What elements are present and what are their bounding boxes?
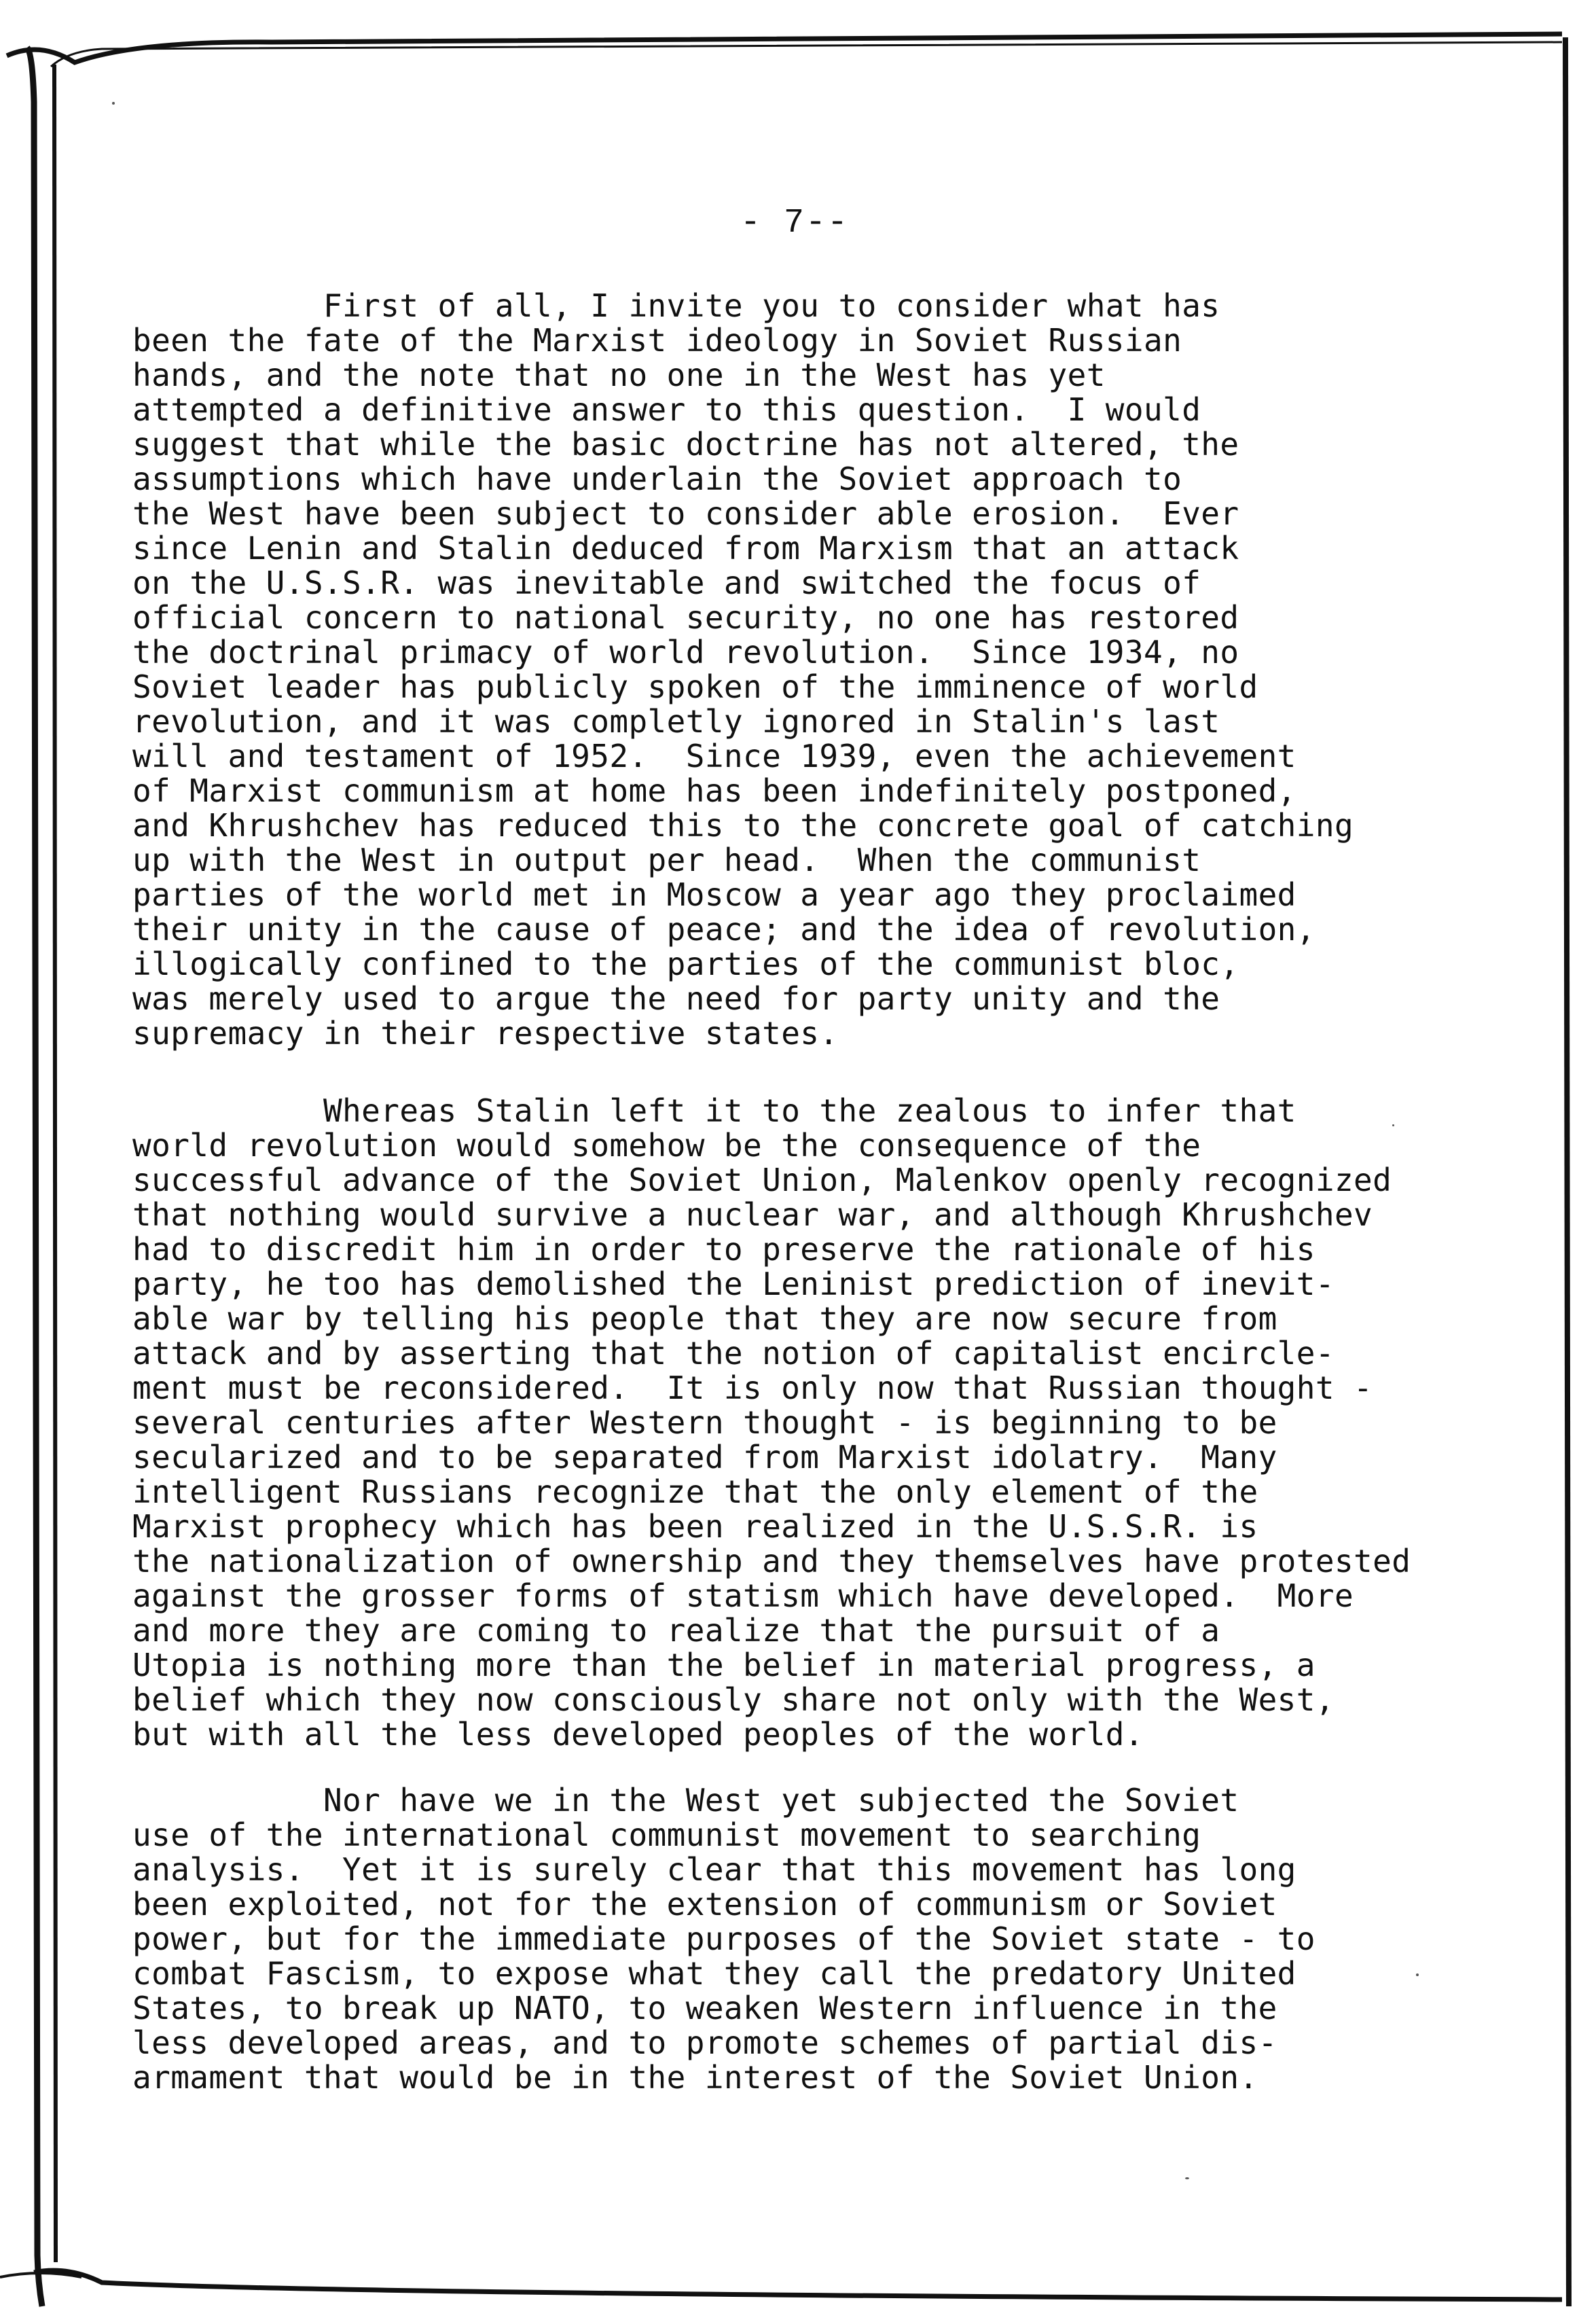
text-line: combat Fascism, to expose what they call the predatory United xyxy=(132,1955,1296,1992)
text-line: attack and by asserting that the notion of capitalist encircle- xyxy=(132,1335,1335,1372)
text-line: Soviet leader has publicly spoken of the imminence of world xyxy=(132,668,1258,705)
page-number: - 7-- xyxy=(740,204,850,243)
text-line: analysis. Yet it is surely clear that this movement has long xyxy=(132,1851,1296,1888)
text-line: attempted a definitive answer to this question. I would xyxy=(132,391,1201,428)
text-line: revolution, and it was completly ignored in Stalin's last xyxy=(132,703,1220,740)
text-line: Utopia is nothing more than the belief in material progress, a xyxy=(132,1647,1315,1683)
text-line: was merely used to argue the need for party unity and the xyxy=(132,980,1220,1017)
text-line: belief which they now consciously share not only with the West, xyxy=(132,1681,1335,1718)
text-line: had to discredit him in order to preserve the rationale of his xyxy=(132,1231,1315,1268)
paragraph-2 xyxy=(132,1094,1411,1752)
text-line: States, to break up NATO, to weaken Western influence in the xyxy=(132,1990,1277,2026)
scan-speck xyxy=(1416,1973,1419,1976)
text-line: on the U.S.S.R. was inevitable and switched the focus of xyxy=(132,565,1201,601)
text-line: and more they are coming to realize that the pursuit of a xyxy=(132,1612,1220,1649)
text-line: intelligent Russians recognize that the only element of the xyxy=(132,1473,1258,1510)
text-line: Marxist prophecy which has been realized in the U.S.S.R. is xyxy=(132,1508,1258,1545)
text-line: secularized and to be separated from Marxist idolatry. Many xyxy=(132,1439,1277,1476)
text-line: official concern to national security, no one has restored xyxy=(132,599,1239,636)
text-line: their unity in the cause of peace; and the idea of revolution, xyxy=(132,911,1315,948)
text-line: less developed areas, and to promote schemes of partial dis- xyxy=(132,2024,1277,2061)
scan-speck xyxy=(112,102,115,105)
text-line: ment must be reconsidered. It is only now that Russian thought - xyxy=(132,1370,1373,1406)
text-line: successful advance of the Soviet Union, Malenkov openly recognized xyxy=(132,1162,1392,1198)
scan-speck xyxy=(1392,1124,1394,1126)
text-line: several centuries after Western thought - is beginning to be xyxy=(132,1404,1277,1441)
text-line: Whereas Stalin left it to the zealous to infer that xyxy=(132,1092,1296,1129)
text-line: armament that would be in the interest of the Soviet Union. xyxy=(132,2059,1258,2096)
text-line: suggest that while the basic doctrine has not altered, the xyxy=(132,426,1239,463)
text-line: been exploited, not for the extension of communism or Soviet xyxy=(132,1886,1277,1923)
text-line: up with the West in output per head. When the communist xyxy=(132,842,1201,878)
text-line: hands, and the note that no one in the West has yet xyxy=(132,357,1106,393)
text-line: but with all the less developed peoples of the world. xyxy=(132,1716,1144,1753)
text-line: First of all, I invite you to consider what has xyxy=(132,287,1220,324)
text-line: assumptions which have underlain the Soviet approach to xyxy=(132,461,1182,497)
text-line: since Lenin and Stalin deduced from Marxism that an attack xyxy=(132,530,1239,567)
paragraph-1 xyxy=(132,289,1354,1051)
text-line: the nationalization of ownership and they themselves have protested xyxy=(132,1543,1411,1579)
text-line: will and testament of 1952. Since 1939, even the achievement xyxy=(132,738,1296,774)
text-line: able war by telling his people that they are now secure from xyxy=(132,1300,1277,1337)
text-line: party, he too has demolished the Leninist prediction of inevit- xyxy=(132,1266,1335,1302)
text-line: illogically confined to the parties of the communist bloc, xyxy=(132,946,1239,982)
text-line: world revolution would somehow be the consequence of the xyxy=(132,1127,1201,1164)
text-line: that nothing would survive a nuclear war, and although Khrushchev xyxy=(132,1196,1373,1233)
text-line: the West have been subject to consider able erosion. Ever xyxy=(132,495,1239,532)
text-line: the doctrinal primacy of world revolution. Since 1934, no xyxy=(132,634,1239,671)
paragraph-3 xyxy=(132,1783,1315,2095)
text-line: been the fate of the Marxist ideology in Soviet Russian xyxy=(132,322,1182,359)
text-line: of Marxist communism at home has been indefinitely postponed, xyxy=(132,772,1296,809)
text-line: and Khrushchev has reduced this to the concrete goal of catching xyxy=(132,807,1354,844)
text-line: Nor have we in the West yet subjected the Soviet xyxy=(132,1782,1239,1819)
text-line: power, but for the immediate purposes of the Soviet state - to xyxy=(132,1920,1315,1957)
text-line: use of the international communist movement to searching xyxy=(132,1817,1201,1853)
text-line: parties of the world met in Moscow a year ago they proclaimed xyxy=(132,876,1296,913)
scan-speck xyxy=(1185,2177,1189,2179)
text-line: supremacy in their respective states. xyxy=(132,1015,839,1052)
text-line: against the grosser forms of statism which have developed. More xyxy=(132,1577,1354,1614)
